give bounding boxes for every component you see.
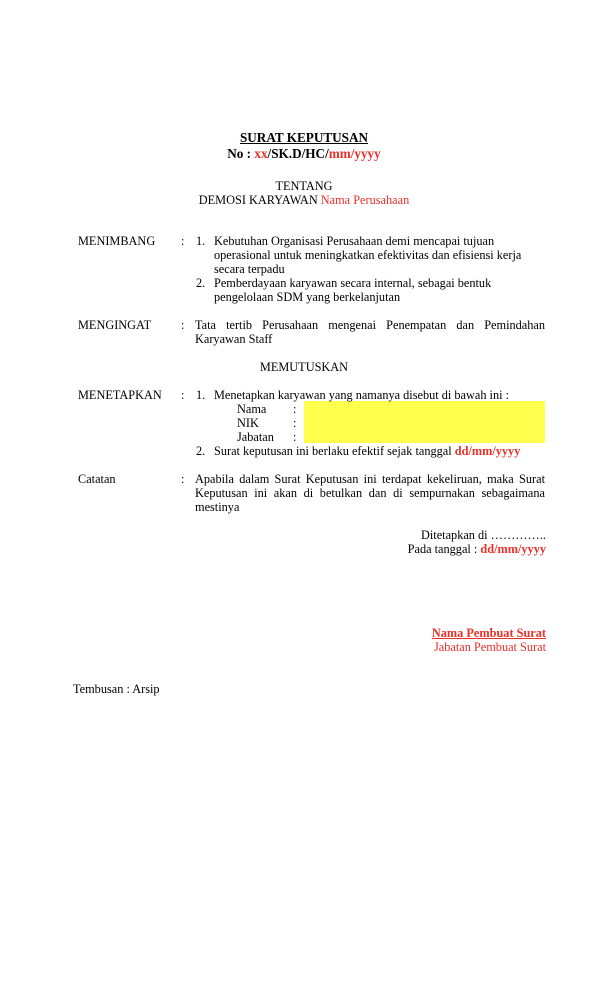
effective-date: dd/mm/yyyy [454, 444, 521, 458]
subject-line: DEMOSI KARYAWAN Nama Perusahaan [198, 193, 410, 207]
signature-date: dd/mm/yyyy [480, 542, 546, 556]
maker-title: Jabatan Pembuat Surat [433, 640, 546, 654]
menimbang-item-1-num: 1. [196, 234, 206, 248]
menetapkan-item-1-num: 1. [196, 388, 206, 402]
mengingat-label: MENGINGAT [78, 318, 152, 332]
catatan-label: Catatan [78, 472, 116, 486]
catatan-text: Apabila dalam Surat Keputusan ini terdapat kekeliruan, maka Surat Keputusan ini akan di betulkan dan di sempurnakan sebagaimana mestinya [195, 472, 545, 514]
catatan-colon: : [181, 472, 185, 486]
menetapkan-label: MENETAPKAN [78, 388, 162, 402]
about-heading: TENTANG [275, 179, 333, 193]
document-number: No : xx/SK.D/HC/mm/yyyy [227, 146, 381, 161]
menimbang-item-2-num: 2. [196, 276, 206, 290]
ditetapkan-di: Ditetapkan di ………….. [421, 528, 546, 542]
field-nama-label: Nama [237, 402, 267, 416]
field-jabatan-colon: : [293, 430, 297, 444]
pada-tanggal: Pada tanggal : dd/mm/yyyy [407, 542, 546, 556]
mengingat-colon: : [181, 318, 185, 332]
menetapkan-item-1-text: Menetapkan karyawan yang namanya disebut di bawah ini : [214, 388, 510, 402]
memutuskan-heading: MEMUTUSKAN [259, 360, 349, 374]
tembusan: Tembusan : Arsip [73, 682, 160, 696]
document-title: SURAT KEPUTUSAN [239, 130, 369, 145]
menetapkan-item-2-text: Surat keputusan ini berlaku efektif sejak tanggal dd/mm/yyyy [214, 444, 521, 458]
menimbang-item-2-text: Pemberdayaan karyawan secara internal, sebagai bentuk pengelolaan SDM yang berkelanjutan [214, 276, 492, 304]
maker-name: Nama Pembuat Surat [431, 626, 546, 640]
field-nama-colon: : [293, 402, 297, 416]
mengingat-text: Tata tertib Perusahaan mengenai Penempatan dan Pemindahan Karyawan Staff [195, 318, 545, 346]
employee-data-highlight[interactable] [304, 401, 545, 443]
menetapkan-item-2-num: 2. [196, 444, 206, 458]
field-jabatan-label: Jabatan [237, 430, 274, 444]
menimbang-item-1-text: Kebutuhan Organisasi Perusahaan demi mencapai tujuan operasional untuk meningkatkan efektivitas dan efisiensi kerja secara terpadu [214, 234, 522, 276]
menetapkan-colon: : [181, 388, 185, 402]
menimbang-colon: : [181, 234, 185, 248]
field-nik-label: NIK [237, 416, 259, 430]
field-nik-colon: : [293, 416, 297, 430]
menimbang-label: MENIMBANG [78, 234, 156, 248]
